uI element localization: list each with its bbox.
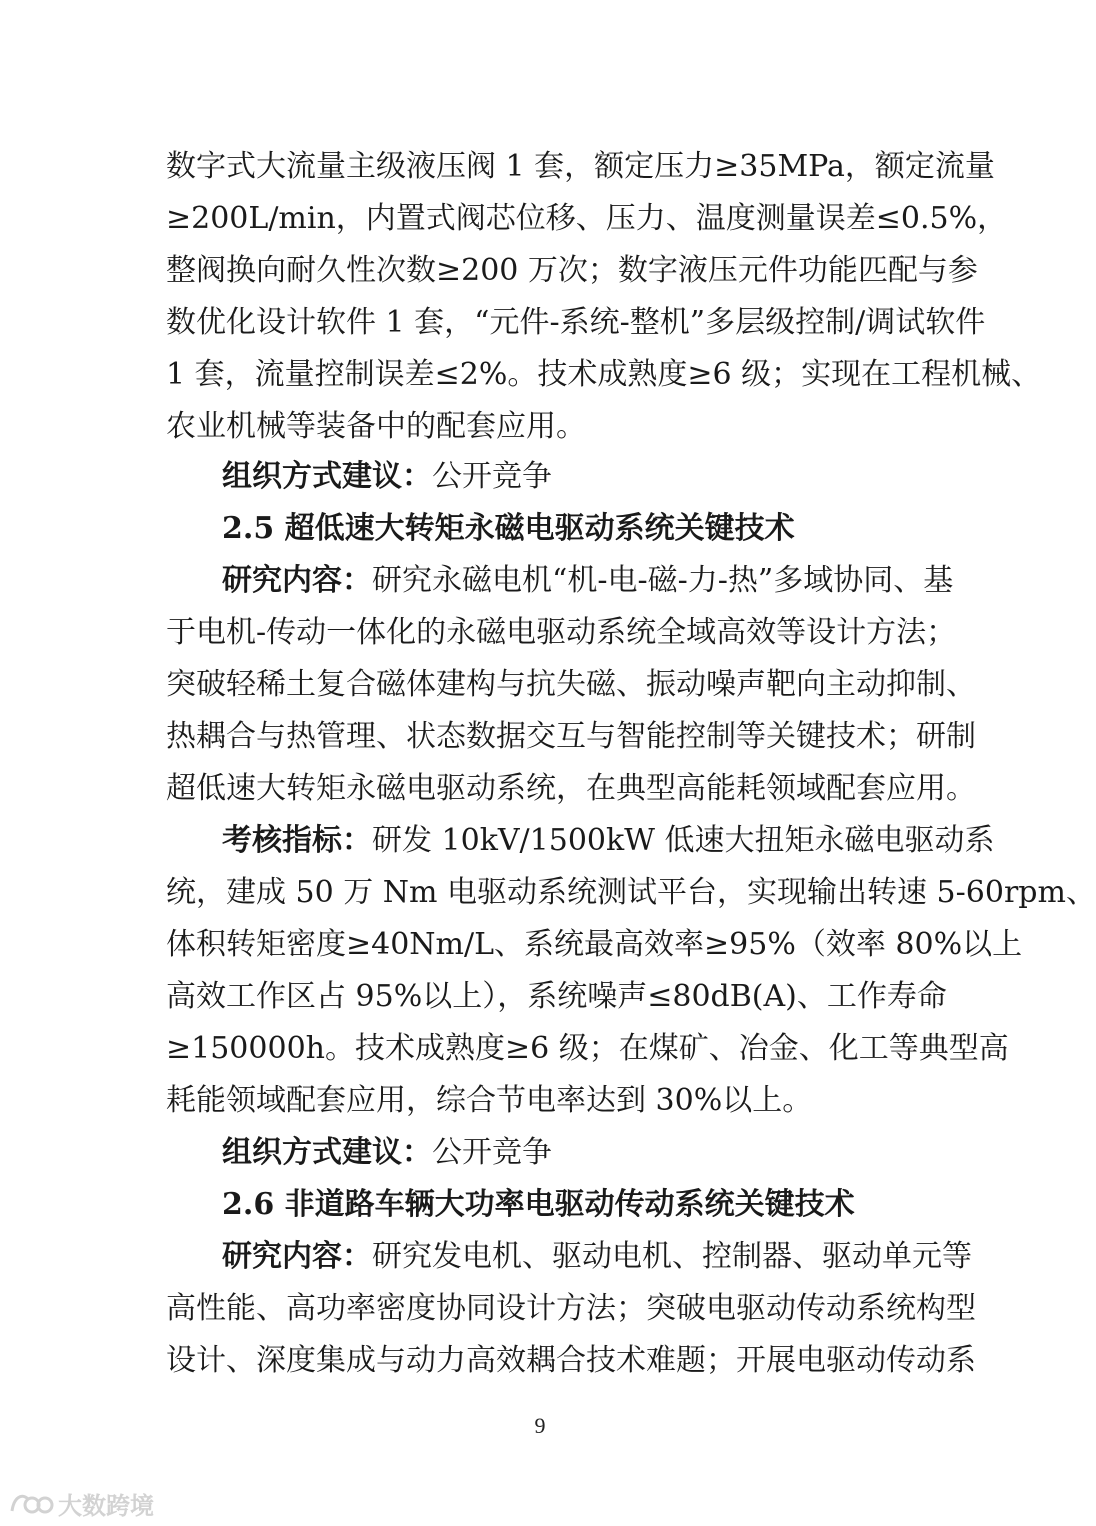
line-text: 农业机械等装备中的配套应用。	[166, 409, 586, 444]
line-text: 高性能、高功率密度协同设计方法；突破电驱动传动系统构型	[166, 1291, 976, 1326]
field-label: 组织方式建议：	[222, 1135, 432, 1170]
text-line	[166, 717, 976, 757]
line-text: 数字式大流量主级液压阀 1 套，额定压力≥35MPa，额定流量	[166, 149, 995, 184]
page-number: 9	[534, 1413, 546, 1438]
text-line	[166, 147, 995, 187]
field-label: 研究内容：	[222, 563, 372, 598]
section-heading	[222, 509, 918, 549]
text-line	[166, 1341, 976, 1381]
line-text: 高效工作区占 95%以上），系统噪声≤80dB(A)、工作寿命	[166, 979, 947, 1014]
watermark-text: 大数跨境	[58, 1491, 154, 1520]
line-text: 突破轻稀土复合磁体建构与抗失磁、振动噪声靶向主动抑制、	[166, 667, 976, 702]
line-text: 热耦合与热管理、状态数据交互与智能控制等关键技术；研制	[166, 719, 976, 754]
text-line	[166, 925, 1023, 965]
field-label: 组织方式建议：	[222, 459, 432, 494]
text-line	[222, 1133, 918, 1173]
line-text: 研究发电机、驱动电机、控制器、驱动单元等	[372, 1239, 972, 1274]
field-label: 考核指标：	[222, 823, 372, 858]
section-heading	[222, 1185, 918, 1225]
text-line	[166, 873, 1096, 913]
text-line	[166, 769, 976, 809]
text-line	[166, 665, 976, 705]
line-text: 公开竞争	[432, 1135, 552, 1170]
line-text: ≥200L/min，内置式阀芯位移、压力、温度测量误差≤0.5%，	[166, 201, 1008, 236]
text-line	[166, 251, 978, 291]
line-text: 体积转矩密度≥40Nm/L、系统最高效率≥95%（效率 80%以上	[166, 927, 1023, 962]
line-text: 公开竞争	[432, 459, 552, 494]
line-text: 研究永磁电机“机-电-磁-力-热”多域协同、基	[372, 563, 954, 598]
text-line	[166, 407, 918, 447]
text-line	[166, 1081, 918, 1121]
text-line	[222, 561, 954, 601]
text-line	[166, 199, 1008, 239]
text-line	[166, 1289, 976, 1329]
line-text: 统，建成 50 万 Nm 电驱动系统测试平台，实现输出转速 5-60rpm、	[166, 875, 1096, 910]
line-text: 超低速大转矩永磁电驱动系统，在典型高能耗领域配套应用。	[166, 771, 976, 806]
text-line	[166, 303, 986, 343]
text-line	[222, 821, 995, 861]
line-text: 研发 10kV/1500kW 低速大扭矩永磁电驱动系	[372, 823, 995, 858]
text-line	[166, 1029, 1009, 1069]
line-text: 于电机-传动一体化的永磁电驱动系统全域高效等设计方法；	[166, 615, 957, 650]
text-line	[222, 457, 918, 497]
text-line	[222, 1237, 972, 1277]
text-line	[166, 613, 957, 653]
field-label: 研究内容：	[222, 1239, 372, 1274]
line-text: 耗能领域配套应用，综合节电率达到 30%以上。	[166, 1083, 813, 1118]
line-text: ≥150000h。技术成熟度≥6 级；在煤矿、冶金、化工等典型高	[166, 1031, 1009, 1066]
ifeng-logo-icon	[6, 1489, 54, 1517]
watermark	[6, 1487, 154, 1519]
text-line	[166, 977, 947, 1017]
line-text: 设计、深度集成与动力高效耦合技术难题；开展电驱动传动系	[166, 1343, 976, 1378]
text-line	[166, 355, 1042, 395]
line-text: 1 套，流量控制误差≤2%。技术成熟度≥6 级；实现在工程机械、	[166, 357, 1042, 392]
line-text: 数优化设计软件 1 套，“元件-系统-整机”多层级控制/调试软件	[166, 305, 986, 340]
line-text: 2.5 超低速大转矩永磁电驱动系统关键技术	[222, 511, 795, 546]
line-text: 2.6 非道路车辆大功率电驱动传动系统关键技术	[222, 1187, 855, 1222]
line-text: 整阀换向耐久性次数≥200 万次；数字液压元件功能匹配与参	[166, 253, 978, 288]
